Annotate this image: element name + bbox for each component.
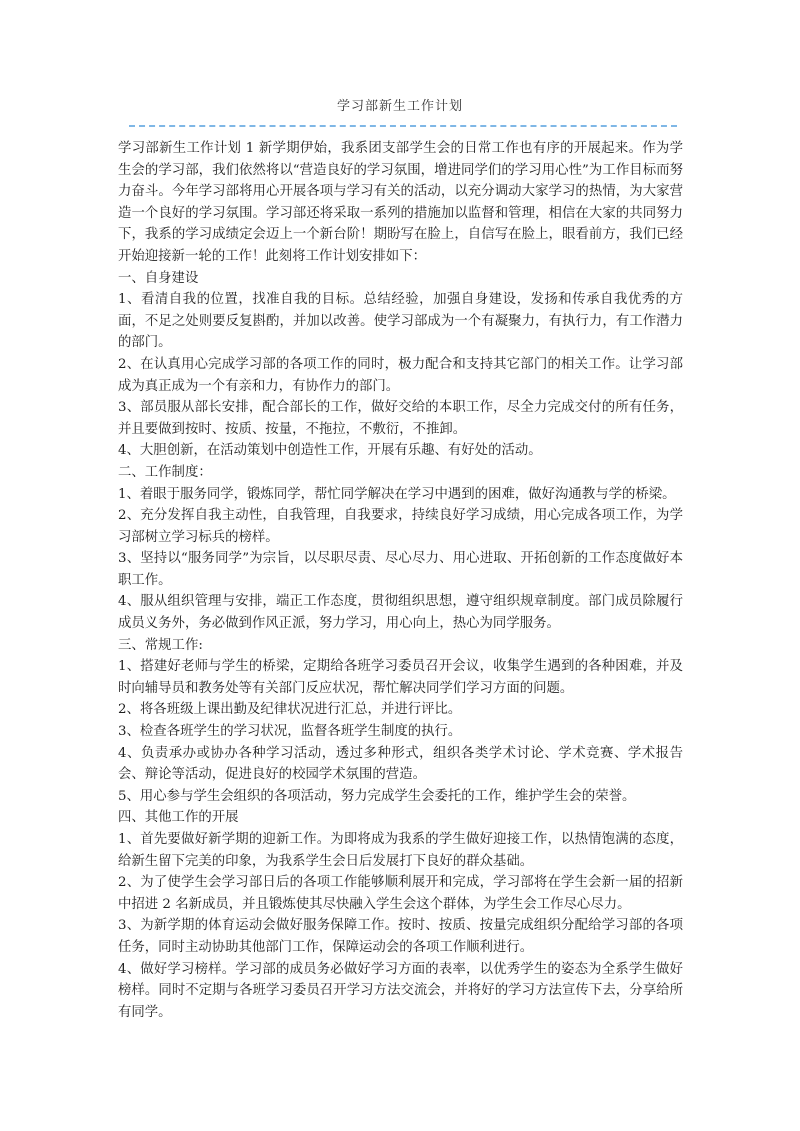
- paragraph: 2、将各班级上课出勤及纪律状况进行汇总，并进行评比。: [118, 702, 462, 718]
- intro-paragraph: 学习部新生工作计划 1 新学期伊始，我系团支部学生会的日常工作也有序的开展起来。作为学生会的学习部，我们依然将以“营造良好的学习氛围，增进同学们的学习用心性”为工作目标而努力奋斗。今年学习部将用心开展各项与学习有关的活动，以充分调动大家学习的热情，为大家营造一个良好的学习氛围。学习部还将采取一系列的措施加以监督和管理，相信在大家的共同努力下，我系的学习成绩定会迈上一个新台阶！期盼写在脸上，自信写在脸上，眼看前方，我们已经开始迎接新一轮的工作！此刻将工作计划安排如下：: [118, 141, 683, 264]
- document-body: [118, 138, 683, 1023]
- section-heading: 二、工作制度：: [118, 464, 212, 480]
- title-divider: [129, 125, 677, 127]
- paragraph: 2、充分发挥自我主动性，自我管理，自我要求，持续良好学习成绩，用心完成各项工作，为学习部树立学习标兵的榜样。: [118, 508, 683, 545]
- paragraph: 4、大胆创新，在活动策划中创造性工作，开展有乐趣、有好处的活动。: [118, 443, 542, 459]
- paragraph: 1、首先要做好新学期的迎新工作。为即将成为我系的学生做好迎接工作，以热情饱满的态度，给新生留下完美的印象，为我系学生会日后发展打下良好的群众基础。: [118, 832, 683, 869]
- paragraph: 1、搭建好老师与学生的桥梁，定期给各班学习委员召开会议，收集学生遇到的各种困难，并及时向辅导员和教务处等有关部门反应状况，帮忙解决同学们学习方面的问题。: [118, 659, 683, 696]
- paragraph: 1、看清自我的位置，找准自我的目标。总结经验，加强自身建设，发扬和传承自我优秀的方面，不足之处则要反复斟酌，并加以改善。使学习部成为一个有凝聚力，有执行力，有工作潜力的部门。: [118, 292, 683, 351]
- document-title: 学习部新生工作计划: [336, 99, 463, 114]
- paragraph: 4、负责承办或协办各种学习活动，透过多种形式，组织各类学术讨论、学术竞赛、学术报告会、辩论等活动，促进良好的校园学术氛围的营造。: [118, 745, 683, 783]
- paragraph: 2、为了使学生会学习部日后的各项工作能够顺利展开和完成，学习部将在学生会新一届的招新中招进 2 名新成员，并且锻炼使其尽快融入学生会这个群体，为学生会工作尽心尽力。: [118, 875, 683, 912]
- paragraph: 3、检查各班学生的学习状况，监督各班学生制度的执行。: [118, 724, 462, 740]
- paragraph: 1、着眼于服务同学，锻炼同学，帮忙同学解决在学习中遇到的困难，做好沟通教与学的桥梁。: [118, 486, 676, 502]
- paragraph: 2、在认真用心完成学习部的各项工作的同时，极力配合和支持其它部门的相关工作。让学习部成为真正成为一个有亲和力，有协作力的部门。: [118, 356, 683, 394]
- section-heading: 四、其他工作的开展: [118, 810, 239, 826]
- paragraph: 3、坚持以“服务同学”为宗旨，以尽职尽责、尽心尽力、用心进取、开拓创新的工作态度做好本职工作。: [118, 551, 683, 588]
- paragraph: 4、做好学习榜样。学习部的成员务必做好学习方面的表率，以优秀学生的姿态为全系学生做好榜样。同时不定期与各班学习委员召开学习方法交流会，并将好的学习方法宣传下去，分享给所有同学。: [118, 961, 683, 1020]
- section-heading: 一、自身建设: [118, 270, 199, 286]
- section-heading: 三、常规工作:: [118, 637, 203, 653]
- paragraph: 3、部员服从部长安排，配合部长的工作，做好交给的本职工作，尽全力完成交付的所有任务，并且要做到按时、按质、按量，不拖拉，不敷衍，不推卸。: [118, 400, 683, 437]
- paragraph: 4、服从组织管理与安排，端正工作态度，贯彻组织思想，遵守组织规章制度。部门成员除履行成员义务外，务必做到作风正派，努力学习，用心向上，热心为同学服务。: [118, 594, 683, 632]
- paragraph: 3、为新学期的体育运动会做好服务保障工作。按时、按质、按量完成组织分配给学习部的各项任务，同时主动协助其他部门工作，保障运动会的各项工作顺利进行。: [118, 918, 683, 955]
- paragraph: 5、用心参与学生会组织的各项活动，努力完成学生会委托的工作，维护学生会的荣誉。: [118, 788, 636, 804]
